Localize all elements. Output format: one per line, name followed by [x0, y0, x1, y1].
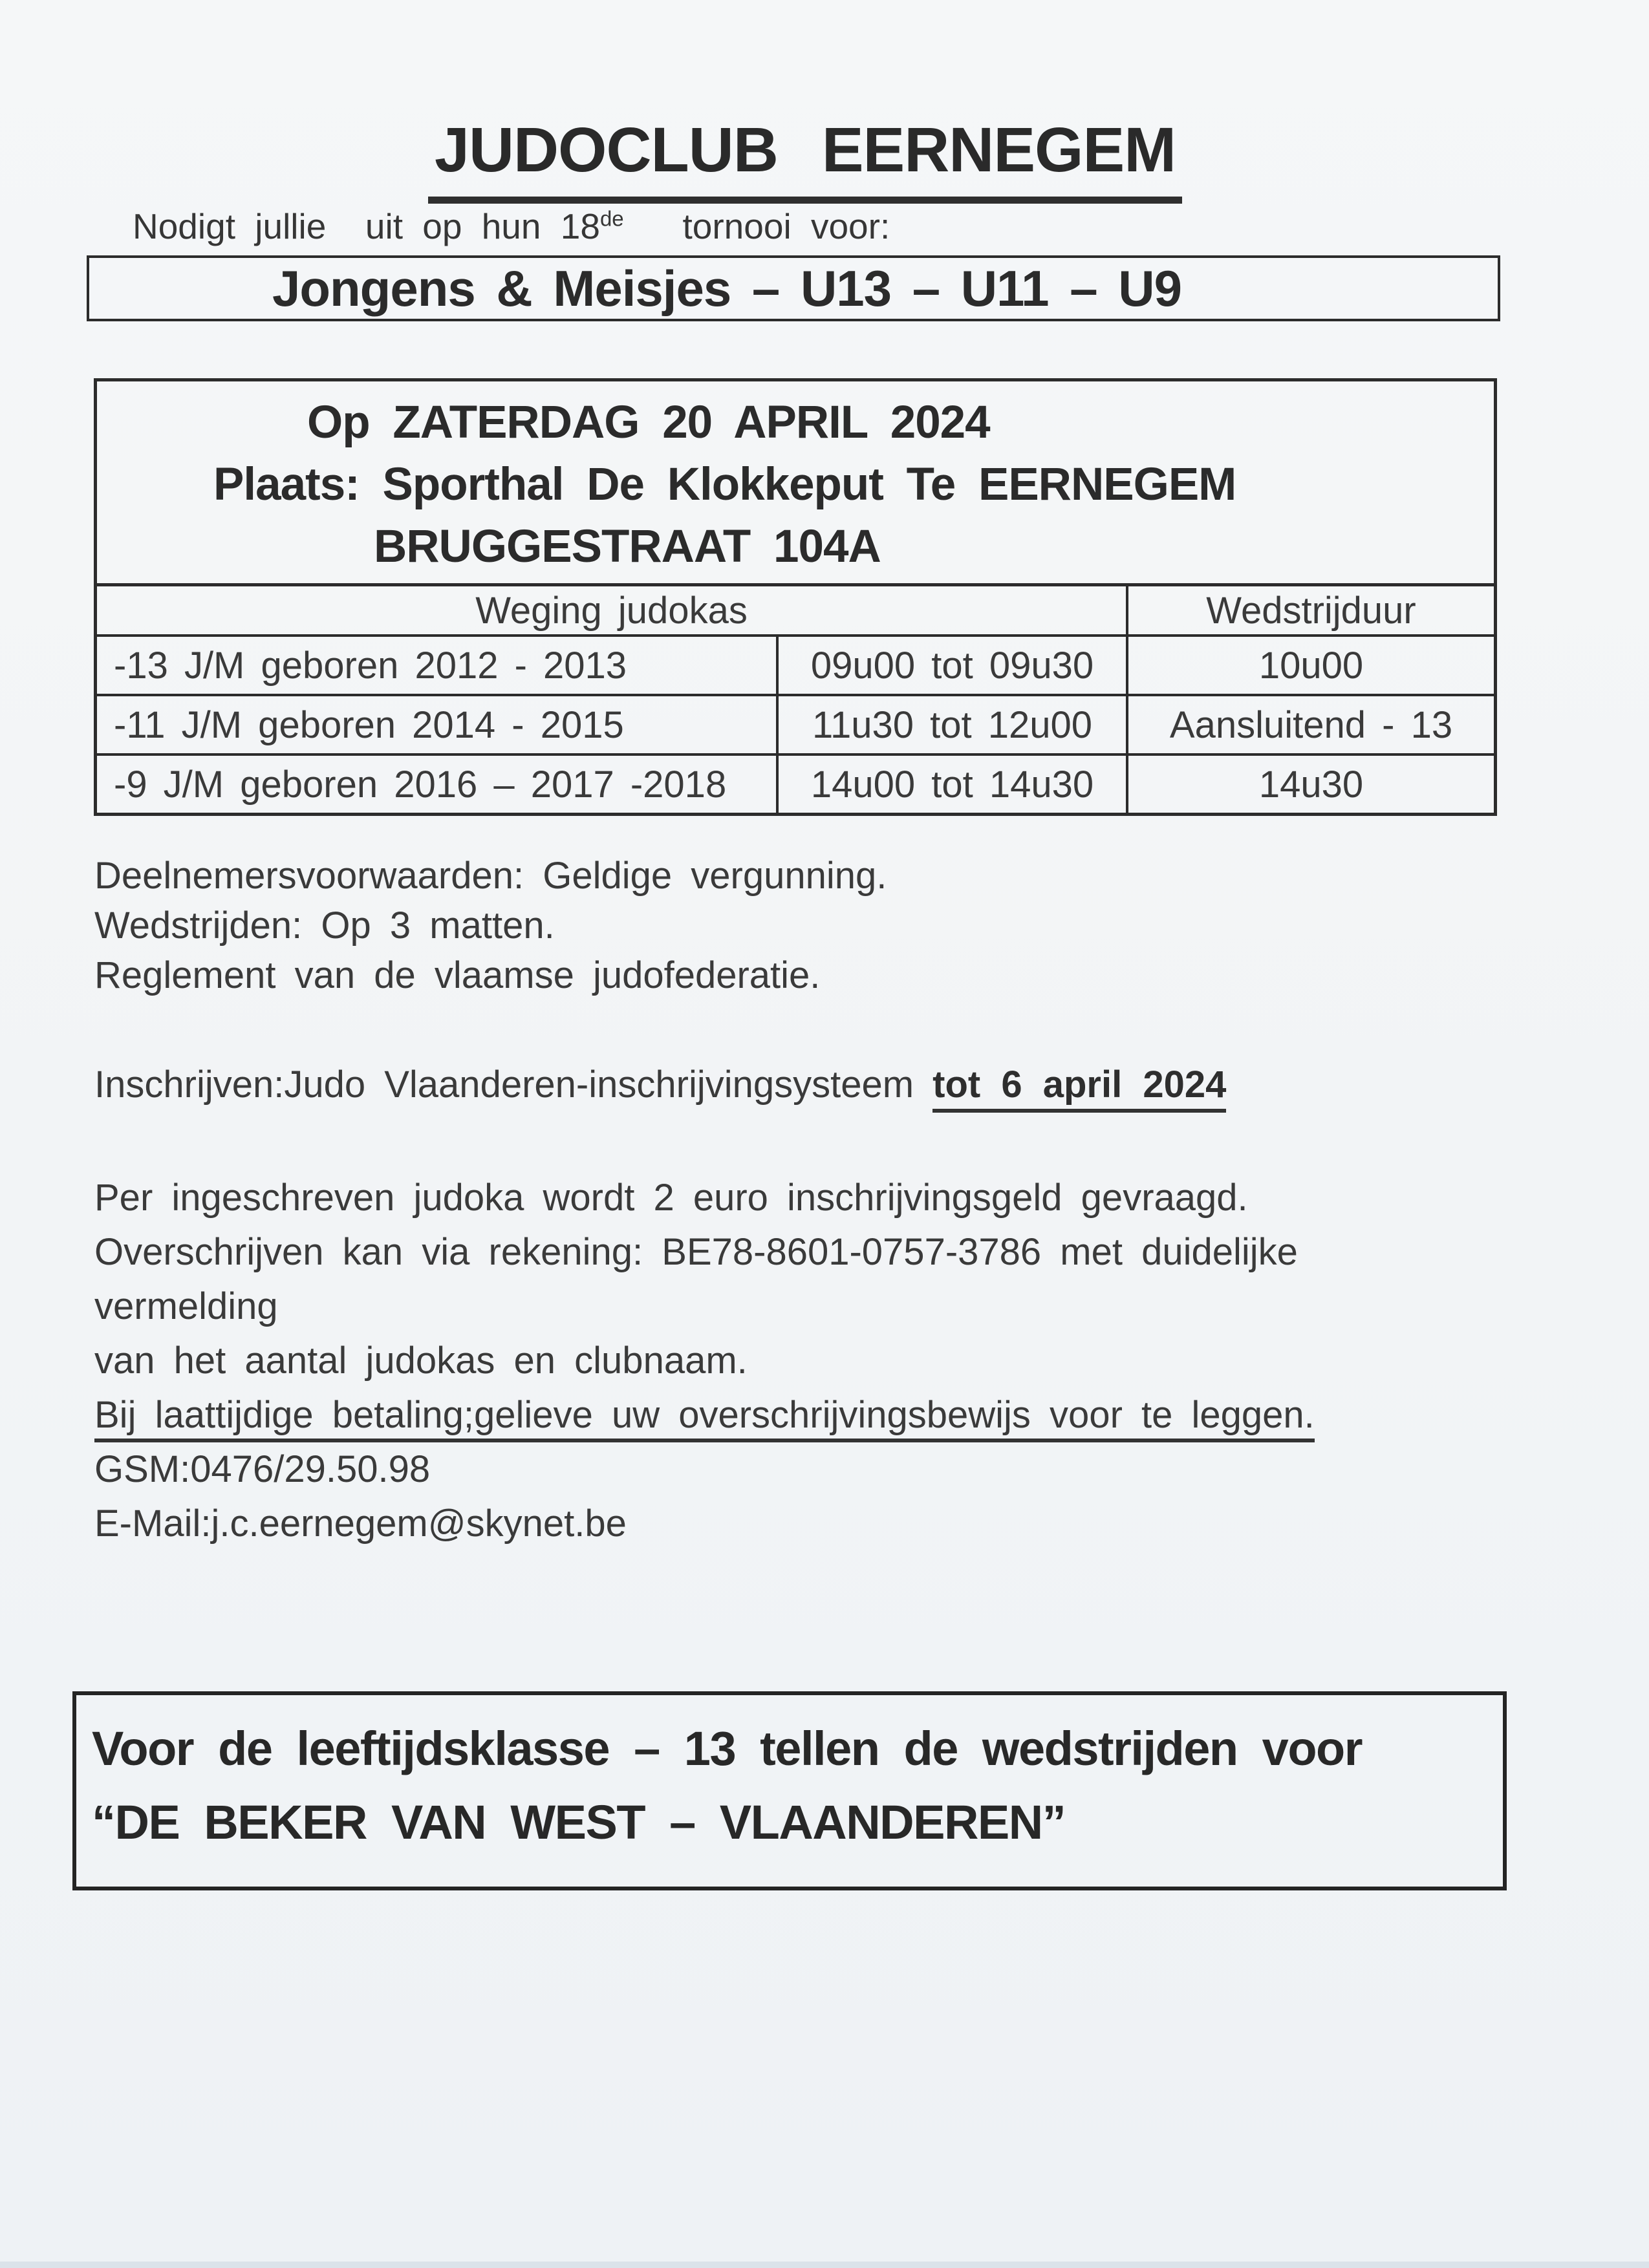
cell-duration: 10u00 — [1127, 636, 1494, 695]
payment-line: vermelding — [94, 1285, 278, 1327]
cup-notice-line2: “DE BEKER VAN WEST – VLAANDEREN” — [92, 1795, 1066, 1849]
table-row — [97, 754, 1494, 813]
cell-category: -11 J/M geboren 2014 - 2015 — [97, 695, 777, 754]
cell-duration: Aansluitend - 13 — [1127, 695, 1494, 754]
event-box — [94, 378, 1497, 816]
column-header-weging: Weging judokas — [97, 585, 1127, 636]
categories-text: Jongens & Meisjes – U13 – U11 – U9 — [272, 259, 1181, 317]
table-row — [97, 695, 1494, 754]
invite-prefix: Nodigt jullie uit op hun 18 — [133, 206, 600, 246]
page-title: JUDOCLUB EERNEGEM — [428, 114, 1182, 204]
invite-suffix: tornooi voor: — [623, 206, 890, 246]
title-wrap — [0, 114, 1630, 204]
invite-line — [133, 206, 890, 247]
gsm-line: GSM:0476/29.50.98 — [94, 1448, 431, 1490]
schedule-table — [97, 583, 1494, 813]
payment-line: Per ingeschreven judoka wordt 2 euro inschrijvingsgeld gevraagd. — [94, 1177, 1248, 1219]
categories-box — [87, 255, 1500, 321]
inscription-line — [94, 1060, 1511, 1110]
body-text — [94, 851, 1511, 1551]
email-line: E-Mail:j.c.eernegem@skynet.be — [94, 1503, 627, 1545]
cell-weigh-time: 09u00 tot 09u30 — [777, 636, 1127, 695]
cell-category: -9 J/M geboren 2016 – 2017 -2018 — [97, 754, 777, 813]
cell-weigh-time: 11u30 tot 12u00 — [777, 695, 1127, 754]
event-place-line: Plaats: Sporthal De Klokkeput Te EERNEGEM — [213, 459, 1236, 510]
cup-notice-box — [72, 1691, 1507, 1890]
cell-duration: 14u30 — [1127, 754, 1494, 813]
schedule-header-row — [97, 585, 1494, 636]
table-row — [97, 636, 1494, 695]
event-date-line: Op ZATERDAG 20 APRIL 2024 — [307, 397, 990, 448]
payment-account-line: Overschrijven kan via rekening: BE78-8601-0757-3786 met duidelijke — [94, 1231, 1298, 1273]
late-payment-warning: Bij laattijdige betaling;gelieve uw overschrijvingsbewijs voor te leggen. — [94, 1388, 1511, 1442]
event-street-line: BRUGGESTRAAT 104A — [374, 521, 881, 572]
invite-superscript: de — [599, 206, 624, 231]
cup-notice-line1: Voor de leeftijdsklasse – 13 tellen de wedstrijden voor — [92, 1722, 1363, 1775]
inscription-text: Inschrijven:Judo Vlaanderen-inschrijvingsysteem — [94, 1064, 933, 1106]
condition-line: Reglement van de vlaamse judofederatie. — [94, 954, 821, 996]
condition-line: Deelnemersvoorwaarden: Geldige vergunning. — [94, 855, 887, 897]
inscription-deadline: tot 6 april 2024 — [932, 1064, 1226, 1113]
column-header-wedstrijduur: Wedstrijduur — [1127, 585, 1494, 636]
condition-line: Wedstrijden: Op 3 matten. — [94, 904, 555, 947]
payment-line: van het aantal judokas en clubnaam. — [94, 1340, 748, 1382]
cell-weigh-time: 14u00 tot 14u30 — [777, 754, 1127, 813]
cell-category: -13 J/M geboren 2012 - 2013 — [97, 636, 777, 695]
